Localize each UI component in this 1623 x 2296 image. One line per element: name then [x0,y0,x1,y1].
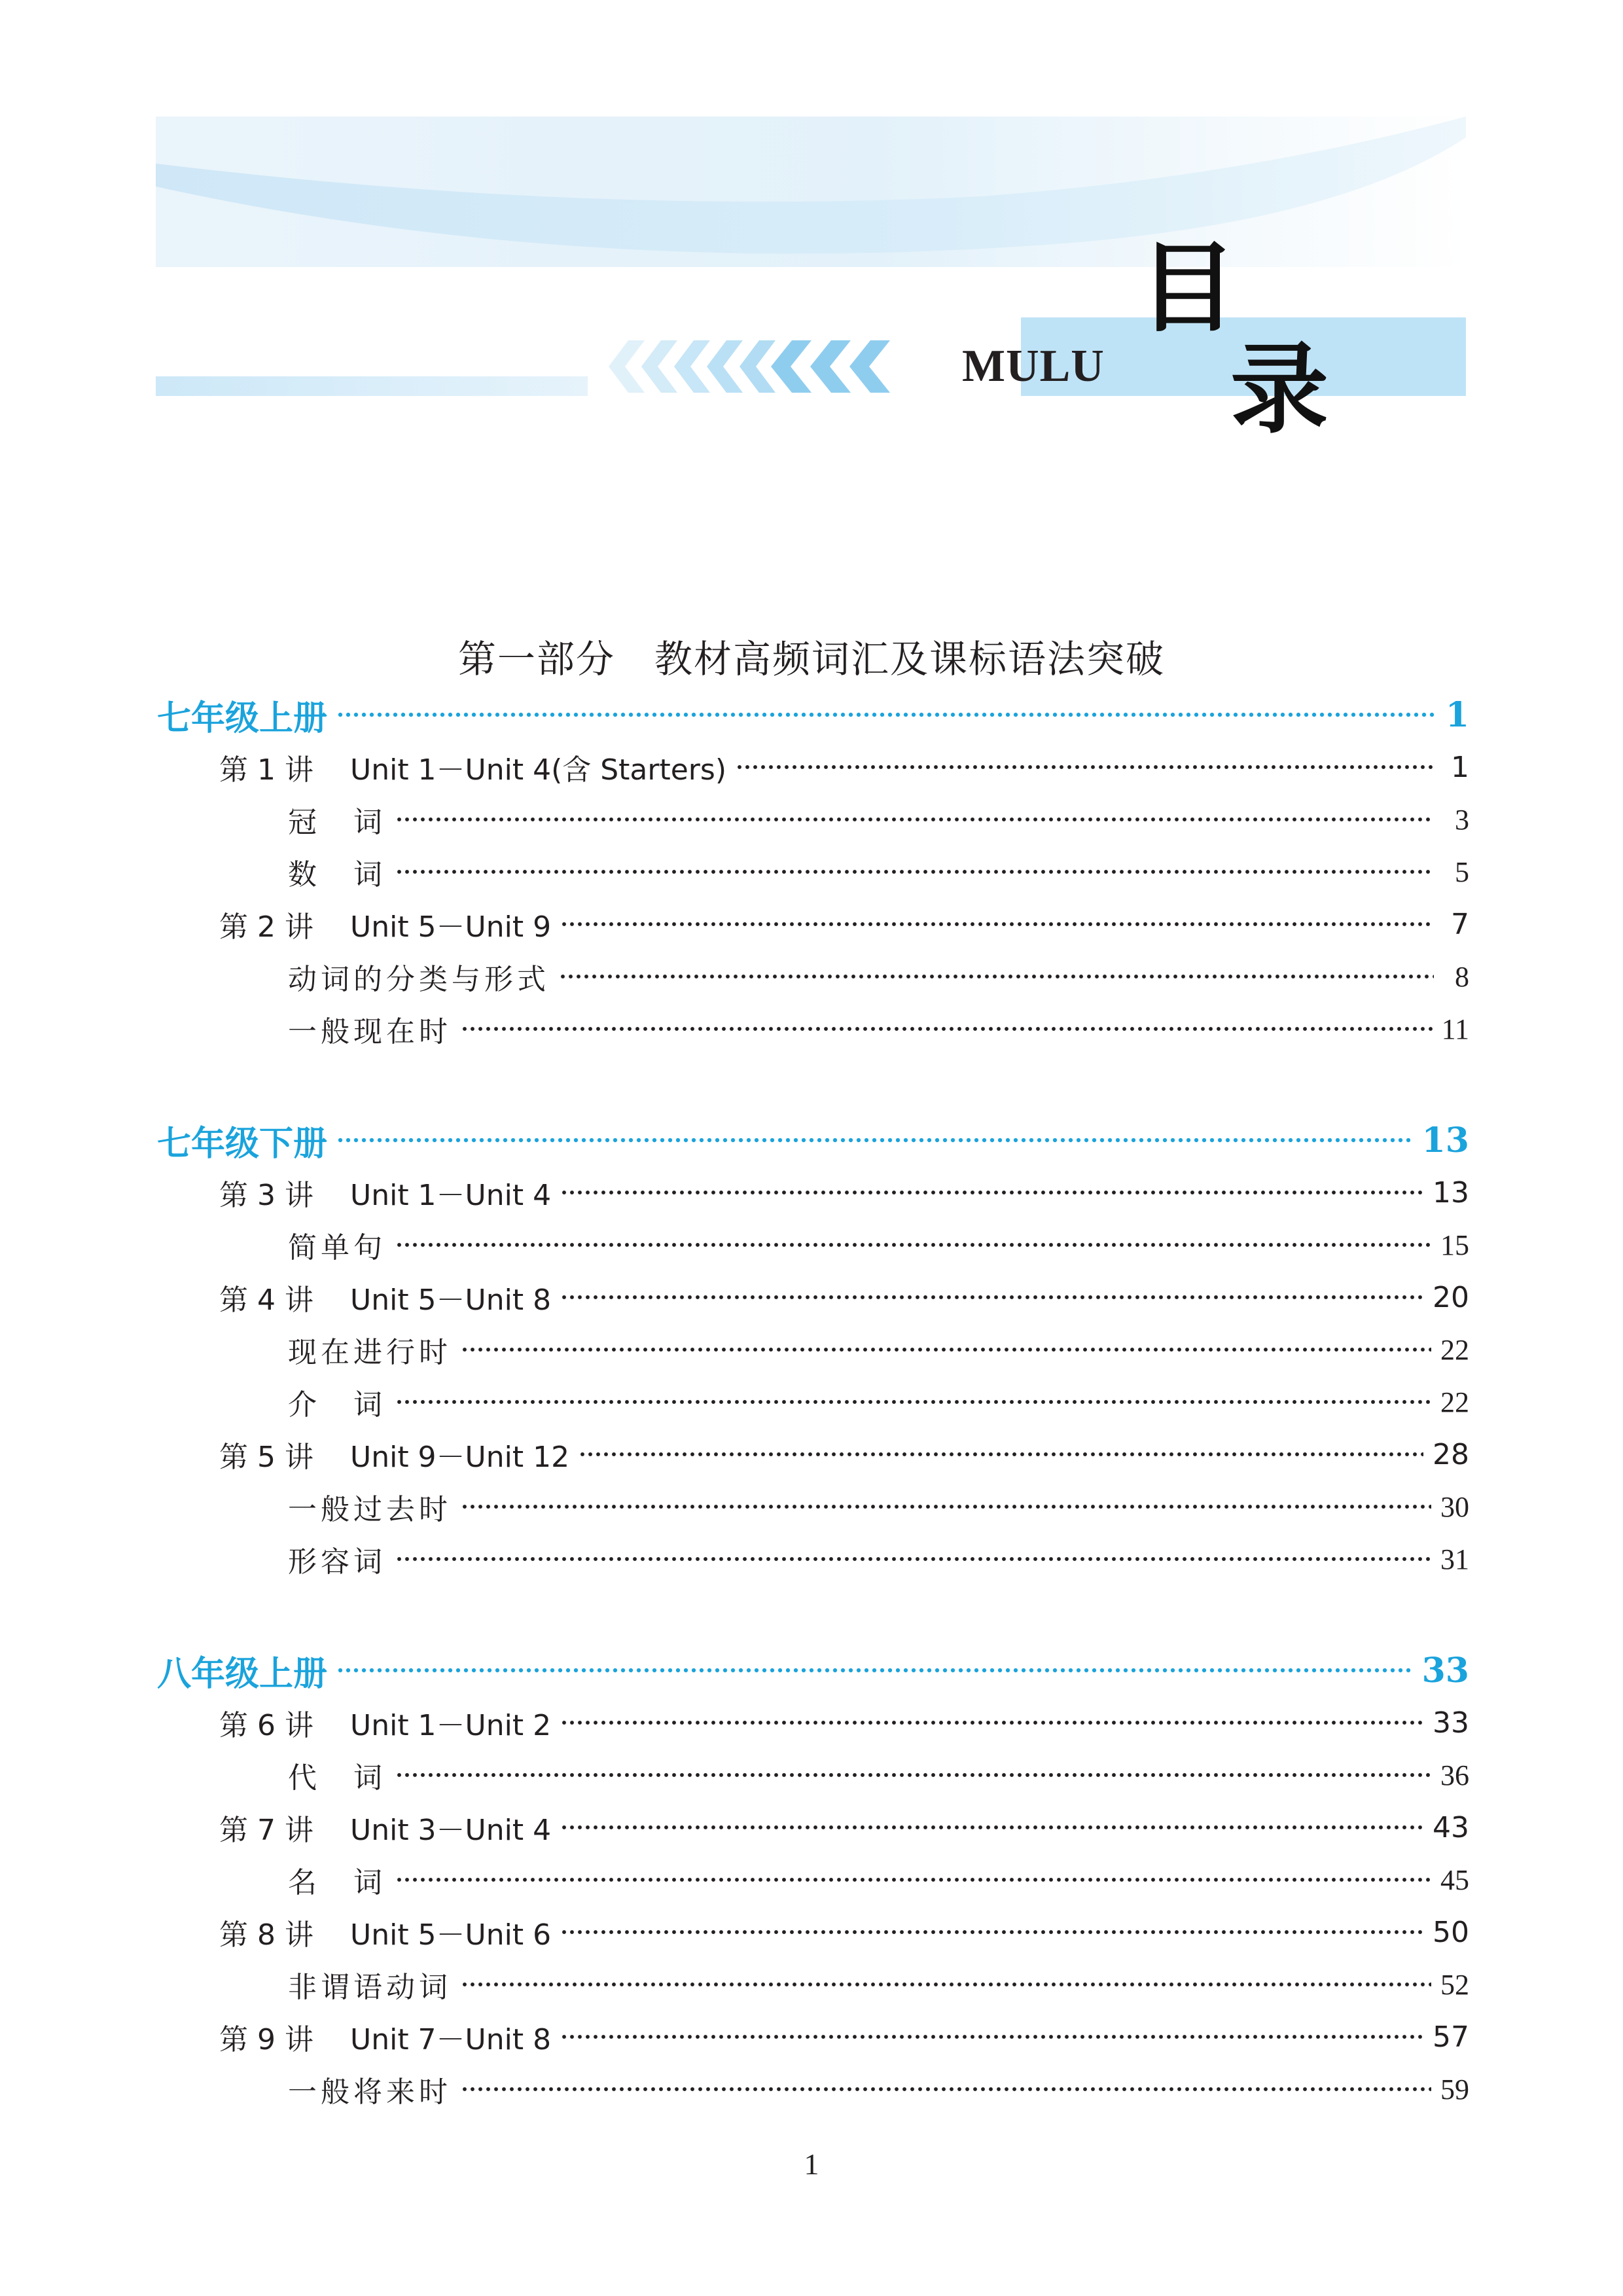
toc-grade-entry[interactable] [157,689,1469,741]
toc-lecture-entry[interactable] [157,1696,1469,1749]
dot-leader [395,1552,1431,1566]
title-char-mu: 目 [1139,230,1238,346]
page-ref: 36 [1440,1759,1469,1791]
lecture-number: 第 8 讲 [219,1918,313,1952]
lecture-units: Unit 1－Unit 4 [350,1179,552,1212]
toc-lecture-entry[interactable] [157,1166,1469,1219]
page-ref: 8 [1455,960,1469,993]
topic-name: 动词的分类与形式 [288,963,550,996]
dot-leader [395,813,1434,826]
dot-leader [395,1238,1431,1251]
toc-topic-entry[interactable] [157,1003,1469,1055]
lecture-units: Unit 1－Unit 2 [350,1709,552,1742]
dot-leader [560,1926,1423,1939]
toc-topic-entry[interactable] [157,1533,1469,1585]
toc-lecture-entry[interactable] [157,1801,1469,1854]
lecture-units: Unit 7－Unit 8 [350,2023,552,2056]
topic-name: 代 词 [288,1761,386,1795]
page-ref: 30 [1440,1490,1469,1523]
topic-name: 一般过去时 [288,1493,452,1526]
toc-topic-entry[interactable] [157,1323,1469,1376]
page-ref: 13 [1421,1120,1469,1160]
dot-leader [461,1022,1433,1035]
page-ref: 1 [1445,694,1469,735]
page-ref: 33 [1433,1706,1469,1740]
toc-lecture-entry[interactable] [157,898,1469,950]
page-ref: 52 [1440,1968,1469,2001]
dot-leader [395,1768,1431,1782]
topic-name: 形容词 [288,1545,386,1579]
lecture-number: 第 3 讲 [219,1179,313,1212]
lecture-number: 第 5 讲 [219,1441,313,1474]
lecture-number: 第 4 讲 [219,1283,313,1317]
page-ref: 7 [1451,907,1469,941]
lecture-number: 第 7 讲 [219,1814,313,1847]
toc-topic-entry[interactable] [157,950,1469,1003]
toc-lecture-entry[interactable] [157,1906,1469,1958]
lecture-units: Unit 3－Unit 4 [350,1814,552,1847]
dot-leader [560,918,1434,931]
lecture-number: 第 1 讲 [219,753,313,787]
toc-topic-entry[interactable] [157,1219,1469,1271]
toc-grade-entry[interactable] [157,1644,1469,1696]
toc-grade-entry[interactable] [157,1114,1469,1166]
lecture-number: 第 2 讲 [219,910,313,944]
toc-topic-entry[interactable] [157,1854,1469,1906]
toc-lecture-entry[interactable] [157,1428,1469,1480]
lecture-units: Unit 5－Unit 9 [350,910,552,944]
page-ref: 22 [1440,1386,1469,1418]
topic-name: 冠 词 [288,806,386,839]
toc-topic-entry[interactable] [157,1958,1469,2011]
header-banner [0,0,1623,458]
toc-topic-entry[interactable] [157,1749,1469,1801]
toc-topic-entry[interactable] [157,1480,1469,1533]
dot-leader [560,1186,1423,1199]
dot-leader [395,1395,1431,1408]
toc-lecture-entry[interactable] [157,741,1469,793]
toc-topic-entry[interactable] [157,1376,1469,1428]
title-char-lu: 录 [1230,332,1329,447]
page-ref: 20 [1433,1280,1469,1314]
dot-leader [395,1873,1431,1886]
page-ref: 11 [1441,1013,1469,1045]
topic-name: 非谓语动词 [288,1971,452,2004]
dot-leader [336,708,1434,721]
page-ref: 31 [1440,1543,1469,1575]
mulu-label: MULU [962,341,1105,391]
toc-lecture-entry[interactable] [157,2011,1469,2063]
page-ref: 59 [1440,2073,1469,2106]
part-title: 第一部分 教材高频词汇及课标语法突破 [457,637,1165,681]
dot-leader [560,1291,1423,1304]
topic-name: 名 词 [288,1866,386,1899]
page-ref: 13 [1433,1175,1469,1210]
lecture-units: Unit 9－Unit 12 [350,1441,570,1474]
dot-leader [559,970,1434,983]
page-ref: 33 [1421,1650,1469,1691]
page-ref: 5 [1455,855,1469,888]
page-ref: 28 [1433,1437,1469,1471]
toc-topic-entry[interactable] [157,2063,1469,2115]
dot-leader [461,1343,1431,1356]
page-number: 1 [804,2147,819,2181]
topic-name: 现在进行时 [288,1336,452,1369]
dot-leader [395,865,1434,878]
lecture-units: Unit 5－Unit 8 [350,1283,552,1317]
dot-leader [336,1134,1413,1147]
lecture-units: Unit 1－Unit 4(含 Starters) [350,753,726,787]
dot-leader [461,1500,1431,1513]
dot-leader [579,1448,1423,1461]
page-ref: 45 [1440,1863,1469,1896]
topic-name: 简单句 [288,1231,386,1265]
dot-leader [560,1716,1423,1729]
toc-topic-entry[interactable] [157,793,1469,846]
dot-leader [736,761,1434,774]
page-ref: 3 [1455,803,1469,836]
grade-title: 七年级下册 [157,1123,328,1164]
lecture-units: Unit 5－Unit 6 [350,1918,552,1952]
page-ref: 1 [1451,750,1469,784]
banner-bottom-strip [156,376,588,396]
page-ref: 50 [1433,1915,1469,1949]
page-ref: 22 [1440,1333,1469,1366]
grade-title: 八年级上册 [157,1653,328,1694]
page-ref: 43 [1433,1810,1469,1844]
page-ref: 57 [1433,2020,1469,2054]
topic-name: 数 词 [288,858,386,891]
topic-name: 一般现在时 [288,1015,452,1049]
dot-leader [560,1821,1423,1834]
page-ref: 15 [1440,1229,1469,1261]
toc-lecture-entry[interactable] [157,1271,1469,1323]
dot-leader [560,2030,1423,2043]
dot-leader [461,2083,1431,2096]
lecture-number: 第 6 讲 [219,1709,313,1742]
topic-name: 介 词 [288,1388,386,1422]
grade-title: 七年级上册 [157,698,328,738]
topic-name: 一般将来时 [288,2075,452,2109]
toc-topic-entry[interactable] [157,846,1469,898]
dot-leader [461,1978,1431,1991]
lecture-number: 第 9 讲 [219,2023,313,2056]
chevrons-decoration [609,340,890,393]
dot-leader [336,1664,1413,1677]
